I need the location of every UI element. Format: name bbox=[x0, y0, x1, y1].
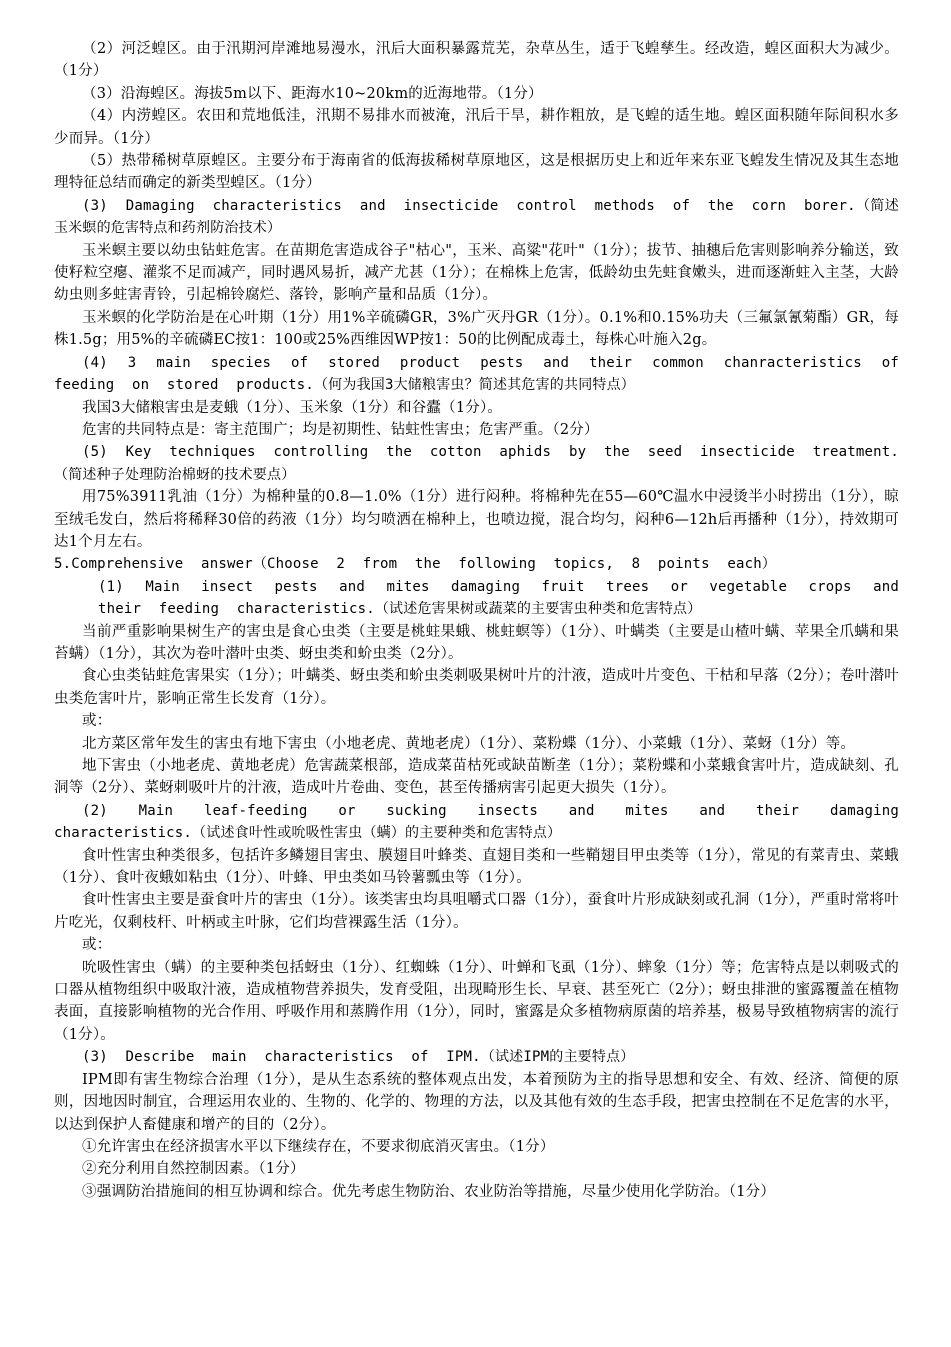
paragraph: 食叶性害虫主要是蚕食叶片的害虫（1分）。该类害虫均具咀嚼式口器（1分），蚕食叶片形成缺刻或孔洞（1分），严重时常将叶片吃光，仅剩枝杆、叶柄或主叶脉，它们均营裸露生活（1分）。 bbox=[54, 892, 899, 931]
paragraph: 地下害虫（小地老虎、黄地老虎）危害蔬菜根部，造成菜苗枯死或缺苗断垄（1分）；菜粉蝶和小菜蛾食害叶片，造成缺刻、孔洞等（2分）、菜蚜刺吸叶片的汁液，造成叶片卷曲、变色，甚至传播病害引起更大损失（1分）。 bbox=[54, 758, 899, 797]
paragraph: 或： bbox=[82, 713, 112, 730]
question-heading: (3) Damaging characteristics and insecticide control methods of the corn borer.（简述玉米螟的危害特点和药剂防治技术） bbox=[54, 197, 899, 237]
question-heading: (3) Describe main characteristics of IPM.（试述IPM的主要特点） bbox=[82, 1049, 635, 1066]
paragraph: 我国3大储粮害虫是麦蛾（1分）、玉米象（1分）和谷蠹（1分）。 bbox=[82, 399, 503, 416]
document-page bbox=[54, 38, 899, 1203]
list-item: ③强调防治措施间的相互协调和综合。优先考虑生物防治、农业防治等措施，尽量少使用化学防治。（1分） bbox=[82, 1183, 776, 1200]
question-heading: (2) Main leaf-feeding or sucking insects and mites and their damaging characteristics.（试述食叶性或吮吸性害虫（螨）的主要种类和危害特点） bbox=[54, 802, 899, 842]
paragraph: 玉米螟的化学防治是在心叶期（1分）用1%辛硫磷GR，3%广灭丹GR（1分）。0.1%和0.15%功夫（三氟氯氰菊酯）GR，每株1.5g；用5%的辛硫磷EC按1：100或25%西维因WP按1：50的比例配成毒土，每株心叶施入2g。 bbox=[54, 309, 899, 349]
question-heading: (5) Key techniques controlling the cotton aphids by the seed insecticide treatment.（简述种子处理防治棉蚜的技术要点） bbox=[54, 444, 899, 483]
paragraph: （2）河泛蝗区。由于汛期河岸滩地易漫水，汛后大面积暴露荒芜，杂草丛生，适于飞蝗孳生。经改造，蝗区面积大为减少。（1分） bbox=[54, 41, 899, 80]
paragraph: 当前严重影响果树生产的害虫是食心虫类（主要是桃蛀果蛾、桃蛀螟等）（1分）、叶螨类（主要是山楂叶螨、苹果全爪螨和果苔螨）（1分），其次为卷叶潜叶虫类、蚜虫类和蚧虫类（2分）。 bbox=[54, 623, 899, 662]
paragraph: 吮吸性害虫（螨）的主要种类包括蚜虫（1分）、红蜘蛛（1分）、叶蝉和飞虱（1分）、蟀象（1分）等；危害特点是以刺吸式的口器从植物组织中吸取汁液，造成植物营养损失，发育受阻，出现畸形生长、早衰、甚至死亡（2分）；蚜虫排泄的蜜露覆盖在植物表面，直接影响植物的光合作用、呼吸作用和蒸腾作用（1分），同时，蜜露是众多植物病原菌的培养基，极易导致植物病害的流行（1分）。 bbox=[54, 959, 899, 1043]
paragraph: 食叶性害虫种类很多，包括许多鳞翅目害虫、膜翅目叶蜂类、直翅目类和一些鞘翅目甲虫类等（1分），常见的有菜青虫、菜蛾（1分）、食叶夜蛾如粘虫（1分）、叶蜂、甲虫类如马铃薯瓢虫等（1分）。 bbox=[54, 847, 899, 887]
paragraph: 玉米螟主要以幼虫钻蛀危害。在苗期危害造成谷子"枯心"，玉米、高粱"花叶"（1分）；拔节、抽穗后危害则影响养分输送，致使籽粒空瘪、灌浆不足而减产，同时遇风易折，减产尤甚（1分）；在棉株上危害，低龄幼虫先蛀食嫩头，进而逐渐蛀入主茎，大龄幼虫则多蛀害青铃，引起棉铃腐烂、落铃，影响产量和品质（1分）。 bbox=[54, 242, 899, 304]
paragraph: 或： bbox=[82, 937, 112, 954]
paragraph: （5）热带稀树草原蝗区。主要分布于海南省的低海拔稀树草原地区，这是根据历史上和近年来东亚飞蝗发生情况及其生态地理特征总结而确定的新类型蝗区。（1分） bbox=[54, 153, 899, 192]
paragraph: （3）沿海蝗区。海拔5m以下、距海水10~20km的近海地带。（1分） bbox=[82, 85, 543, 102]
section-heading: 5.Comprehensive answer（Choose 2 from the following topics, 8 points each） bbox=[54, 556, 777, 573]
paragraph: IPM即有害生物综合治理（1分），是从生态系统的整体观点出发，本着预防为主的指导思想和安全、有效、经济、简便的原则，因地因时制宜，合理运用农业的、生物的、化学的、物理的方法，以及其他有效的生态手段，把害虫控制在不足危害的水平，以达到保护人畜健康和增产的目的（2分）。 bbox=[54, 1071, 899, 1133]
list-item: ①允许害虫在经济损害水平以下继续存在，不要求彻底消灭害虫。（1分） bbox=[82, 1138, 555, 1155]
paragraph: （4）内涝蝗区。农田和荒地低洼，汛期不易排水而被淹，汛后干旱，耕作粗放，是飞蝗的适生地。蝗区面积随年际间积水多少而异。（1分） bbox=[54, 108, 899, 147]
paragraph: 危害的共同特点是：寄主范围广；均是初期性、钻蛀性害虫；危害严重。（2分） bbox=[82, 421, 599, 438]
paragraph: 北方菜区常年发生的害虫有地下害虫（小地老虎、黄地老虎）（1分）、菜粉蝶（1分）、小菜蛾（1分）、菜蚜（1分）等。 bbox=[82, 735, 856, 752]
paragraph: 食心虫类钻蛀危害果实（1分）；叶螨类、蚜虫类和蚧虫类刺吸果树叶片的汁液，造成叶片变色、干枯和早落（2分）；卷叶潜叶虫类危害叶片，影响正常生长发育（1分）。 bbox=[54, 668, 899, 707]
question-heading: (4) 3 main species of stored product pests and their common chanracteristics of feeding on stored products.（何为我国3大储粮害虫？简述其危害的共同特点） bbox=[54, 354, 899, 394]
question-heading: (1) Main insect pests and mites damaging fruit trees or vegetable crops and their feeding characteristics.（试述危害果树或蔬菜的主要害虫种类和危害特点） bbox=[98, 578, 899, 618]
list-item: ②充分利用自然控制因素。（1分） bbox=[82, 1161, 305, 1178]
paragraph: 用75%3911乳油（1分）为棉种量的0.8—1.0%（1分）进行闷种。将棉种先在55—60℃温水中浸烫半小时捞出（1分），晾至绒毛发白，然后将稀释30倍的药液（1分）均匀喷洒在棉种上，也喷边搅，混合均匀，闷种6—12h后再播种（1分），持效期可达1个月左右。 bbox=[54, 489, 899, 550]
